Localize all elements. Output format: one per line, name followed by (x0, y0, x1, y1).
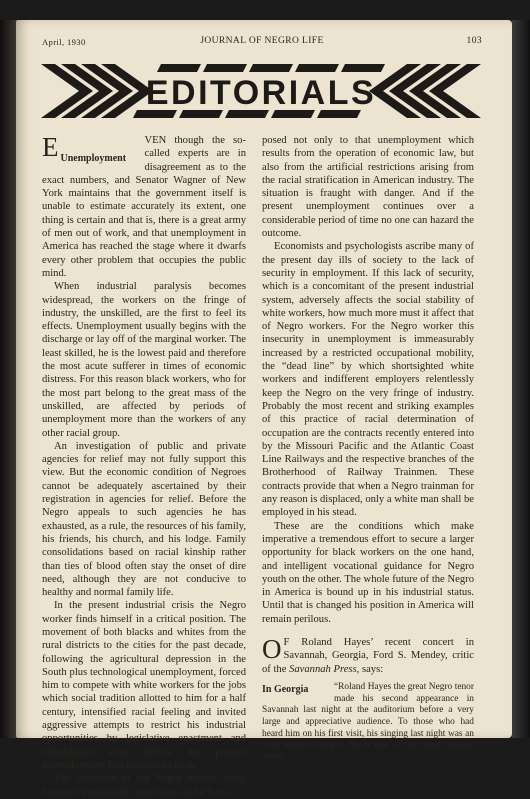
banner-left-chevrons (41, 64, 153, 118)
section-gap (262, 626, 474, 636)
newspaper-title: Savannah Press (289, 663, 357, 675)
paragraph-conditions: These are the conditions which make imperative a tremendous effort to secure a larger opportunity for black workers on the one hand, and intelligent vocational guidance for Negro youth on the other. The whole future of the Negro in America is bound up in his industrial status. Until that is changed his position in America will remain perilous. (262, 520, 474, 625)
journal-page (16, 20, 512, 798)
page-stack-edge (512, 20, 530, 738)
paragraph-1-opening: VEN though the so-called experts are in disagreement as to the exact numbers, and Senator Wagner of New York maintains that the government (42, 135, 246, 200)
paragraph-4: In the present industrial crisis the Negro worker finds himself in a critical position. The movement of both blacks and whites from the rural districts to the cities for the past decade, following the agricultural depression in the South plus technological unemployment, forced him to compete with white workers for the jobs which social tradition allotted to him for a half century, intensified racial feeling and invited aggressive attempts to restrict his industrial opportunities by legislative enactment and intimidation even before the present unemployment had reached its peak. (42, 600, 246, 771)
paragraph-3: An investigation of public and private agencies for relief may not fully support this view. But the economic condition of Negroes cannot be adequately ascertained by their registration in agencies for relief. Before the Negro appeals to such agencies he has exhausted, as a rule, the resources of his family, his friends, his church, and his lodge. Family consolidations based on racial kinship rather than ties of blood often stay the onset of dire need, although they are not conducive to healthy and normal family life. (42, 440, 246, 599)
journal-title: JOURNAL OF NEGRO LIFE (200, 36, 324, 46)
paragraph-5: The condition of the Negro worker, then, becomes increasingly precarious as he is ex- (42, 773, 246, 798)
left-column (42, 134, 246, 799)
paragraph-security: Economists and psychologists ascribe many of the present day ills of society to the lack of security in employment. If this lack of security, which is a concomitant of the present industrial system, adversely affects the social stability of white workers, how much more must it affect that of Negro workers. For the Negro worker this insecurity in unemployment is immeasurably increased by a restricted occupational mobility, the “dead line” by which shortsighted white workers and indifferent employers relentlessly keep the Negro on the very fringe of industry. Probably the most recent and striking examples of this practice of racial determination of occupation are the contracts recently entered into by the Missouri Pacific and the Atlantic Coast Line Railways and the respective branches of the Brotherhood of Railway Trainmen. These contracts provide that when a Negro trainman for any reason is displaced, only a white man shall be employed in his stead. (262, 241, 474, 519)
drop-cap: E (42, 132, 59, 162)
sidehead-in-georgia: In Georgia (262, 683, 309, 695)
quote-text (262, 682, 474, 764)
running-header (42, 36, 482, 50)
issue-month: April, 1930 (42, 37, 86, 47)
paragraph-1-rest: itself is unable to estimate accurately its extent, one thing is certain and that is, there is a great army of men out of work, and that unemployment in America has reached the stage where it dwarfs every other problem that occupies the public mind. (42, 188, 246, 279)
sidehead-unemployment: Unemployment (60, 153, 127, 164)
paragraph-2: When industrial paralysis becomes widespread, the workers on the fringe of industry, the unskilled, are the first to feel its effects. Unemployment usually begins with the discharge or lay off of the marginal worker. The least skilled, he is the lowest paid and therefore the most acute sufferer in times of economic distress. For this reason black workers, who for the most part belong to the great mass of the unskilled, are affected by periods of unemployment more than the workers of any other racial group. (42, 281, 246, 439)
page-number: 103 (466, 36, 482, 46)
paragraph-1 (42, 134, 246, 280)
editorials-banner (41, 62, 481, 120)
hayes-quote (262, 682, 474, 764)
drop-cap-o: O (262, 633, 282, 664)
paragraph-hayes (262, 633, 474, 676)
hayes-text-end: , says: (356, 663, 384, 675)
right-column (262, 134, 474, 764)
banner-title: EDITORIALS (145, 74, 377, 112)
quote-body: “Roland Hayes the great Negro tenor made his second appearance in Savannah last night at the auditorium before a very large and appreciative audience. To those who had heard him on his first visit, his singing last night was an even greater delight. He is one of the most finished artists (262, 681, 474, 763)
hayes-text: F Roland Hayes’ recent concert in Savannah, Georgia, Ford S. Mendey, critic of the (262, 636, 474, 675)
binding-shadow (0, 20, 16, 738)
paragraph-continued: posed not only to that unemployment which results from the operation of economic law, but also from the artificial restrictions arising from the racial stratification in American industry. The situation is fraught with danger. And if the present unemployment continues over a considerable period of time no one can hazard the outcome. (262, 135, 474, 240)
banner-right-chevrons (369, 64, 481, 118)
